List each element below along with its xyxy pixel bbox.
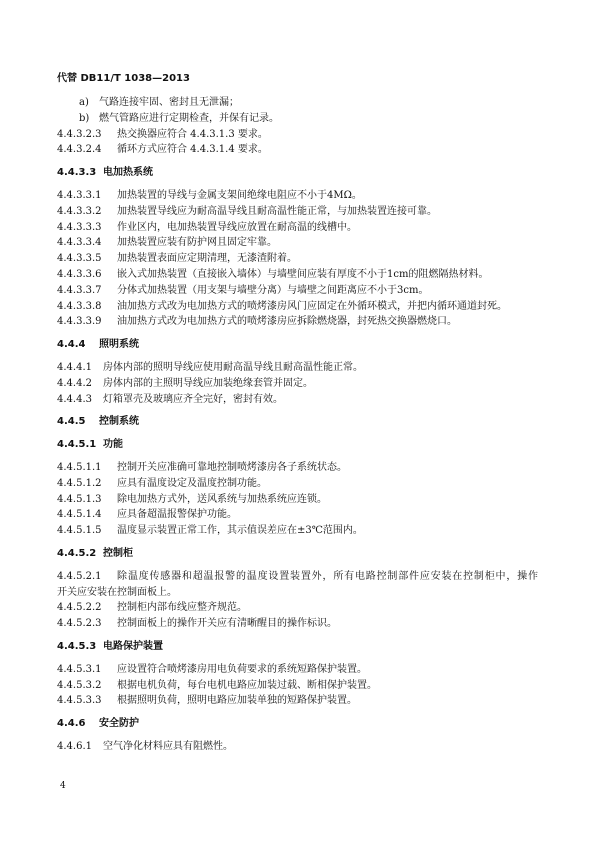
clause-text: 除电加热方式外，送风系统与加热系统应连锁。 [117,493,327,505]
clause-text: 循环方式应符合 4.4.3.1.4 要求。 [117,144,268,156]
clause-text: 控制柜内部布线应整齐规范。 [117,602,247,614]
clause-4-4-3-2-3 [57,127,538,143]
clause-number: 4.4.3.3.8 [57,300,102,312]
subsection-title: 功能 [103,439,123,451]
section-heading-4-4-3-3 [57,165,538,181]
clause-text-continuation: 开关应安装在控制面板上。 [57,586,177,598]
clause-text: 房体内部的主照明导线应加装绝缘套管并固定。 [103,377,313,389]
subsection-title: 电路保护装置 [103,640,163,652]
section-title: 照明系统 [99,339,139,351]
clause-number: 4.4.5.1.4 [57,509,102,521]
clause-4-4-5-1-1 [57,460,538,476]
clause-4-4-4-1 [57,360,538,376]
list-item-text: 气路连接牢固、密封且无泄漏； [99,97,239,108]
clause-4-4-3-3-2 [57,204,538,220]
subsection-heading-4-4-5-3 [57,639,538,655]
clause-4-4-3-3-6 [57,267,538,283]
subsection-heading-4-4-5-2 [57,546,538,562]
clause-number: 4.4.5.2.2 [57,602,102,614]
clause-4-4-3-3-8 [57,299,538,315]
clause-4-4-5-2-2 [57,600,538,616]
clause-text: 加热装置导线应为耐高温导线且耐高温性能正常，与加热装置连接可靠。 [117,205,437,217]
clause-4-4-6-1 [57,739,538,755]
section-heading-4-4-6 [57,716,538,732]
clause-4-4-5-2-3 [57,616,538,632]
clause-text: 加热装置应装有防护网且固定牢靠。 [117,237,277,249]
clause-number: 4.4.5.1.1 [57,461,102,473]
list-item-a [57,95,538,111]
section-number: 4.4.4 [57,339,86,351]
clause-number: 4.4.3.3.4 [57,237,102,249]
clause-number: 4.4.4.1 [57,361,92,373]
page-number: 4 [60,781,66,791]
subsection-heading-4-4-5-1 [57,437,538,453]
clause-4-4-3-2-4 [57,142,538,158]
clause-number: 4.4.4.2 [57,377,92,389]
clause-number: 4.4.6.1 [57,740,92,752]
clause-number: 4.4.3.3.1 [57,189,102,201]
clause-text: 油加热方式改为电加热方式的喷烤漆房风门应固定在外循环模式，并把内循环通道封死。 [117,300,507,312]
clause-4-4-3-3-1 [57,188,538,204]
clause-4-4-5-1-2 [57,476,538,492]
list-marker: b) [79,112,90,124]
clause-text: 应具有温度设定及温度控制功能。 [117,477,267,489]
list-marker: a) [79,97,89,108]
clause-4-4-3-3-3 [57,220,538,236]
clause-text: 加热装置表面应定期清理，无漆渣附着。 [117,253,297,265]
clause-number: 4.4.5.2.3 [57,618,102,630]
clause-number: 4.4.5.3.3 [57,695,102,707]
clause-number: 4.4.3.3.7 [57,284,102,296]
clause-number: 4.4.3.2.3 [57,128,102,140]
clause-number: 4.4.5.1.5 [57,525,102,537]
clause-number: 4.4.5.3.2 [57,679,102,691]
clause-text: 房体内部的照明导线应使用耐高温导线且耐高温性能正常。 [103,361,363,373]
clause-4-4-5-1-5 [57,523,538,539]
clause-text: 应设置符合喷烤漆房用电负荷要求的系统短路保护装置。 [117,663,367,675]
clause-number: 4.4.3.3.3 [57,221,102,233]
clause-4-4-5-3-3 [57,693,538,709]
clause-text: 嵌入式加热装置（直接嵌入墙体）与墙壁间应装有厚度不小于1cm的阻燃隔热材料。 [117,268,489,280]
clause-4-4-5-3-1 [57,662,538,678]
clause-text: 分体式加热装置（用支架与墙壁分离）与墙壁之间距离应不小于3cm。 [117,284,429,296]
clause-number: 4.4.4.3 [57,393,92,405]
clause-text: 灯箱罩壳及玻璃应齐全完好，密封有效。 [103,393,283,405]
section-title: 控制系统 [99,416,139,428]
clause-text: 控制开关应准确可靠地控制喷烤漆房各子系统状态。 [117,461,347,473]
section-number: 4.4.5 [57,416,86,428]
clause-text: 根据电机负荷，每台电机电路应加装过载、断相保护装置。 [117,679,377,691]
clause-text: 根据照明负荷，照明电路应加装单独的短路保护装置。 [117,695,357,707]
clause-4-4-5-1-4 [57,507,538,523]
clause-4-4-5-3-2 [57,678,538,694]
clause-number: 4.4.5.1.2 [57,477,102,489]
list-item-b [57,111,538,127]
subsection-number: 4.4.5.3 [57,640,97,652]
clause-number: 4.4.3.2.4 [57,144,102,156]
clause-number: 4.4.5.2.1 [57,570,102,582]
list-item-text: 燃气管路应进行定期检查，并保有记录。 [99,112,279,124]
clause-4-4-4-3 [57,392,538,408]
section-number: 4.4.3.3 [57,167,97,179]
clause-4-4-5-2-1-continuation [57,585,538,601]
clause-4-4-3-3-5 [57,251,538,267]
clause-text: 作业区内，电加热装置导线应放置在耐高温的线槽中。 [117,221,357,233]
clause-text: 加热装置的导线与金属支架间绝缘电阻应不小于4MΩ。 [117,189,362,201]
section-heading-4-4-5 [57,414,538,430]
clause-4-4-3-3-4 [57,235,538,251]
clause-4-4-4-2 [57,376,538,392]
clause-text: 除温度传感器和超温报警的温度设置装置外，所有电路控制部件应安装在控制柜中，操作 [117,570,538,582]
clause-4-4-5-1-3 [57,492,538,508]
section-title: 安全防护 [99,718,139,730]
page-content [57,71,538,755]
clause-4-4-5-2-1 [57,569,538,585]
subsection-number: 4.4.5.1 [57,439,97,451]
subsection-title: 控制柜 [103,547,133,559]
clause-4-4-3-3-7 [57,283,538,299]
replaces-standard-header: 代替 DB11/T 1038—2013 [57,73,190,84]
clause-number: 4.4.5.1.3 [57,493,102,505]
clause-text: 控制面板上的操作开关应有清晰醒目的操作标识。 [117,618,337,630]
clause-text: 油加热方式改为电加热方式的喷烤漆房应拆除燃烧器，封死热交换器燃烧口。 [117,316,457,328]
section-title: 电加热系统 [103,167,153,179]
clause-text: 热交换器应符合 4.4.3.1.3 要求。 [117,128,268,140]
clause-4-4-3-3-9 [57,314,538,330]
clause-number: 4.4.3.3.6 [57,268,102,280]
clause-text: 空气净化材料应具有阻燃性。 [103,740,233,752]
subsection-number: 4.4.5.2 [57,547,97,559]
clause-number: 4.4.3.3.2 [57,205,102,217]
clause-number: 4.4.3.3.9 [57,316,102,328]
clause-number: 4.4.5.3.1 [57,663,102,675]
section-heading-4-4-4 [57,337,538,353]
clause-text: 应具备超温报警保护功能。 [117,509,237,521]
clause-text: 温度显示装置正常工作，其示值误差应在±3℃范围内。 [117,525,363,537]
clause-number: 4.4.3.3.5 [57,253,102,265]
section-number: 4.4.6 [57,718,86,730]
